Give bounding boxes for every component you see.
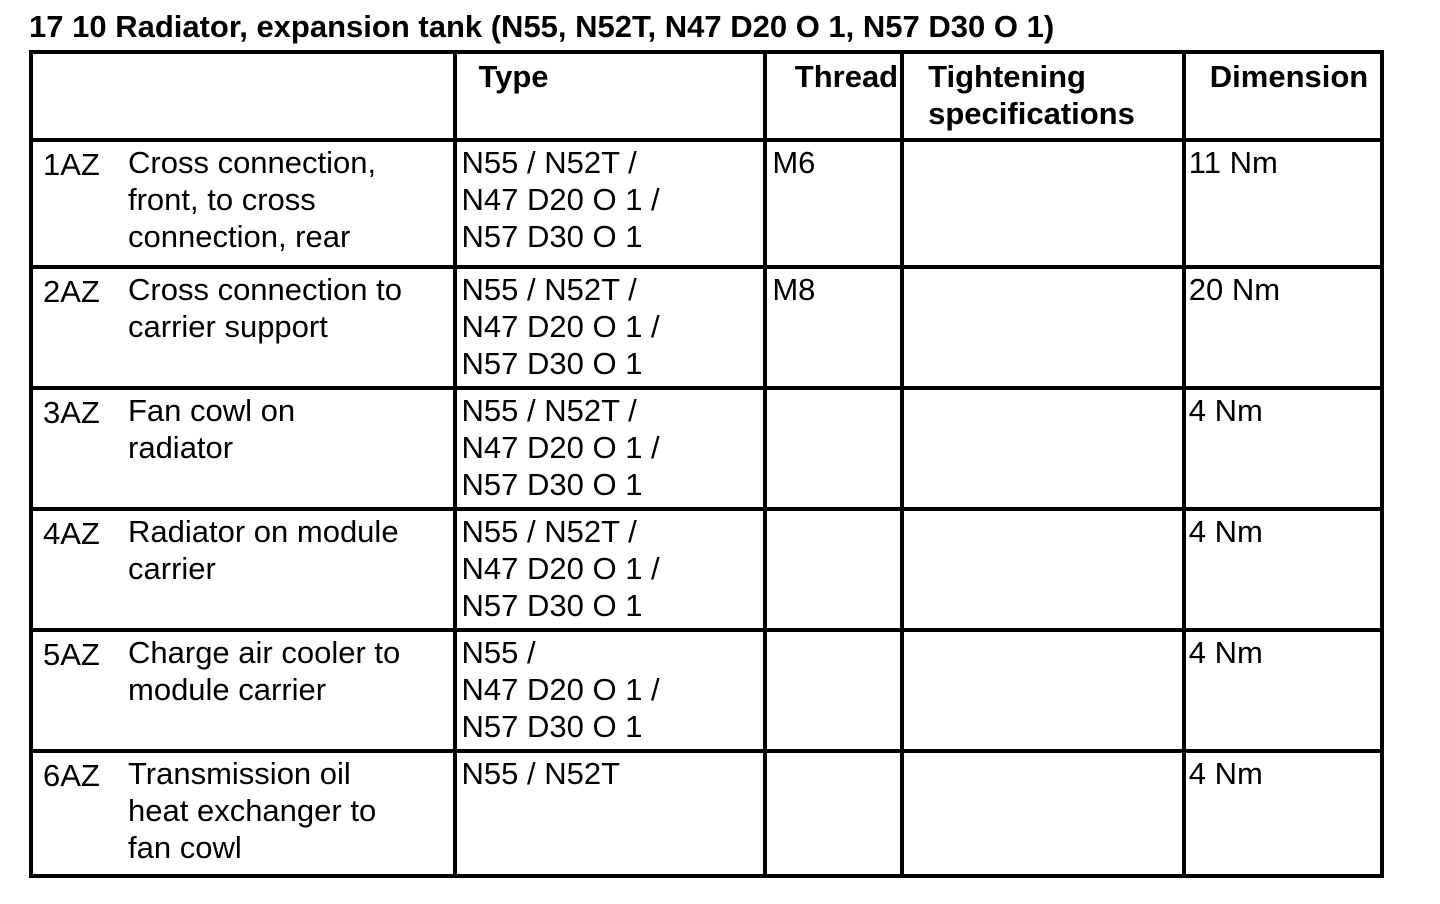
torque-value: 4 Nm [1188, 756, 1263, 791]
tightening-torque-table [29, 50, 1384, 878]
engine-type: N55 / N52T / N47 D20 O 1 / N57 D30 O 1 [461, 272, 660, 381]
tightening-cell [902, 388, 1184, 509]
header-dimension: Dimension [1184, 52, 1382, 140]
table-row [31, 509, 1382, 630]
item-description: Transmission oil heat exchanger to fan cowl [128, 756, 377, 865]
tightening-cell [902, 751, 1184, 876]
type-cell [455, 509, 766, 630]
item-description: Radiator on module carrier [128, 514, 399, 586]
dimension-cell [1184, 630, 1382, 751]
item-cell [31, 267, 455, 388]
torque-value: 20 Nm [1188, 272, 1281, 307]
dimension-cell [1184, 267, 1382, 388]
item-description: Cross connection, front, to cross connection, rear [128, 145, 377, 254]
dimension-cell [1184, 388, 1382, 509]
thread-size: M6 [772, 145, 816, 180]
torque-value: 11 Nm [1188, 145, 1278, 180]
header-type: Type [455, 52, 766, 140]
item-cell [31, 140, 455, 267]
dimension-cell [1184, 751, 1382, 876]
table-row [31, 267, 1382, 388]
type-cell [455, 267, 766, 388]
thread-cell [765, 267, 902, 388]
item-code: 3AZ [43, 395, 100, 430]
item-description: Charge air cooler to module carrier [128, 635, 401, 707]
tightening-cell [902, 509, 1184, 630]
dimension-cell [1184, 140, 1382, 267]
thread-size: M8 [772, 272, 816, 307]
tightening-cell [902, 630, 1184, 751]
header-tightening-label: Tightening specifications [928, 59, 1135, 131]
item-code: 6AZ [43, 758, 100, 793]
header-item [31, 52, 455, 140]
item-cell [31, 509, 455, 630]
engine-type: N55 / N52T / N47 D20 O 1 / N57 D30 O 1 [461, 514, 660, 623]
item-code: 5AZ [43, 637, 100, 672]
thread-cell [765, 509, 902, 630]
table-row [31, 751, 1382, 876]
type-cell [455, 388, 766, 509]
dimension-cell [1184, 509, 1382, 630]
engine-type: N55 / N52T / N47 D20 O 1 / N57 D30 O 1 [461, 145, 660, 254]
tightening-cell [902, 140, 1184, 267]
item-cell [31, 388, 455, 509]
type-cell [455, 140, 766, 267]
table-row [31, 140, 1382, 267]
engine-type: N55 / N52T [461, 756, 621, 791]
type-cell [455, 751, 766, 876]
table-row [31, 388, 1382, 509]
tightening-cell [902, 267, 1184, 388]
table-row [31, 630, 1382, 751]
thread-cell [765, 630, 902, 751]
document-title: 17 10 Radiator, expansion tank (N55, N52T, N47 D20 O 1, N57 D30 O 1) [29, 9, 1055, 44]
item-cell [31, 630, 455, 751]
torque-value: 4 Nm [1188, 514, 1263, 549]
type-cell [455, 630, 766, 751]
item-code: 2AZ [43, 274, 100, 309]
item-description: Fan cowl on radiator [128, 393, 296, 465]
item-code: 4AZ [43, 516, 100, 551]
header-tightening-specifications [902, 52, 1184, 140]
header-thread: Thread [765, 52, 902, 140]
torque-value: 4 Nm [1188, 635, 1263, 670]
item-code: 1AZ [43, 147, 100, 182]
torque-value: 4 Nm [1188, 393, 1263, 428]
thread-cell [765, 140, 902, 267]
table-header-row [31, 52, 1382, 140]
thread-cell [765, 388, 902, 509]
engine-type: N55 / N47 D20 O 1 / N57 D30 O 1 [461, 635, 660, 744]
thread-cell [765, 751, 902, 876]
engine-type: N55 / N52T / N47 D20 O 1 / N57 D30 O 1 [461, 393, 660, 502]
item-cell [31, 751, 455, 876]
item-description: Cross connection to carrier support [128, 272, 402, 344]
